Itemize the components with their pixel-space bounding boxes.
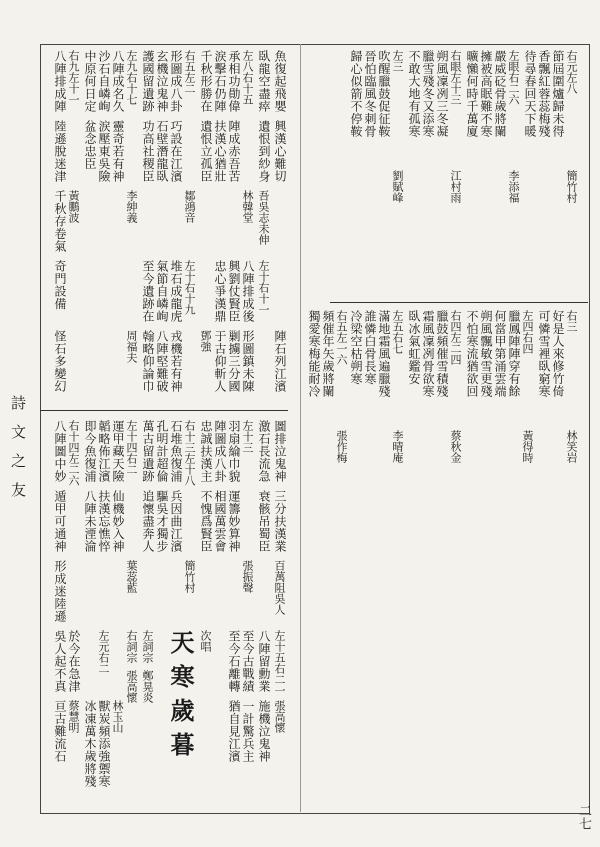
poem-line: 遺恨立孤臣 <box>199 120 213 183</box>
author-name: 張振聲 <box>241 560 254 593</box>
author-name: 蔡慧明 <box>67 700 80 733</box>
judge-name: 張高懷 <box>125 670 138 703</box>
author-name: 蔡秋金 <box>449 430 462 463</box>
rank-tag: 右十三左十八 <box>183 420 196 486</box>
poem-line: 八陣排成後 <box>241 260 255 323</box>
poem-line: 戎機若有神 <box>169 330 183 393</box>
poem-line: 八陣堅難破 <box>155 330 169 393</box>
author-name: 簡竹村 <box>565 170 578 203</box>
poem-line: 追懷盡奔人 <box>141 490 155 553</box>
author-name: 李晴庵 <box>391 430 404 463</box>
poem-line: 氣節自嶙峋 <box>155 260 169 323</box>
poem-line: 玄機泣鬼神 <box>155 50 169 113</box>
poem-line: 八陣留勳業 <box>257 630 271 693</box>
rank-tag: 左十右十九 <box>183 260 196 315</box>
poem-line: 翰略仰論巾 <box>141 330 155 393</box>
poem-line: 三分扶漢業 <box>273 490 287 553</box>
poem-line: 曠懶何時千萬廈 <box>465 50 479 138</box>
poem-line: 仙機妙入神 <box>111 490 125 553</box>
poem-line: 朔風凜冽三冬凝 <box>435 50 449 138</box>
poem-line: 臘鼓頻催雪積殘 <box>435 310 449 398</box>
poem-line: 八陣成名久 <box>111 50 125 113</box>
poem-line: 至今遺跡在 <box>141 260 155 323</box>
rank-tag: 右五左二 <box>183 50 196 94</box>
rank-tag: 左元右二 <box>97 630 110 674</box>
running-head: 詩文之友 <box>9 395 27 511</box>
author-name: 李添福 <box>507 170 520 203</box>
poem-line: 奇門設備 <box>53 260 67 310</box>
poem-line: 擁被高眠難不寒 <box>479 50 493 138</box>
poem-line: 扶漢忘憔悴 <box>97 490 111 553</box>
theme-title: 天寒歲暮 <box>166 630 195 766</box>
poem-line: 萬古留遺跡 <box>141 420 155 483</box>
rank-tag: 左十四右二 <box>125 420 138 475</box>
rank-tag: 左十五右二一 <box>273 630 286 696</box>
poem-line: 不敢大地有孤寒 <box>407 50 421 138</box>
author-name: 黃鵬波 <box>67 190 80 223</box>
poem-line: 孔明計超倫 <box>155 420 169 483</box>
judge-name: 鄭晃炎 <box>141 670 154 703</box>
poem-line: 忠心爭漢鼎 <box>213 260 227 323</box>
poem-line: 圖排泣鬼神 <box>273 420 287 483</box>
poem-line: 吳人起不真 <box>53 630 67 693</box>
poem-line: 運籌妙算神 <box>227 490 241 553</box>
poem-line: 沙石自嶙峋 <box>97 50 111 113</box>
poem-line: 冷梁空枯朔寒 <box>349 310 363 385</box>
rank-tag: 左八右十五 <box>241 50 254 105</box>
poem-line: 靈奇若有神 <box>111 120 125 183</box>
rank-tag: 左十三 <box>241 420 254 453</box>
poem-line: 陣石列江濱 <box>273 330 287 393</box>
poem-line: 可憐雪裡臥窮寒 <box>537 310 551 398</box>
poem-line: 施機泣鬼神 <box>257 700 271 763</box>
poem-line: 忠誠扶漢主 <box>199 420 213 483</box>
poem-line: 晉怕臨風冬刺骨 <box>363 50 377 138</box>
poem-line: 羽扇綸巾貌 <box>227 420 241 483</box>
poem-line: 承相功勛偉 <box>227 50 241 113</box>
poem-line: 千秋形勝在 <box>199 50 213 113</box>
poem-line: 石堆魚復浦 <box>169 420 183 483</box>
poem-line: 驅吳才獨步 <box>155 490 169 553</box>
poem-line: 歸心似箭不停鞍 <box>349 50 363 138</box>
poem-line: 八陣未湮淪 <box>83 490 97 553</box>
author-name: 黃得時 <box>521 430 534 463</box>
poem-line: 巧設在江濱 <box>169 120 183 183</box>
poem-line: 怪石多變幻 <box>53 330 67 393</box>
author-name: 林韓堂 <box>241 190 254 223</box>
rank-tag: 右四左二四 <box>449 310 462 365</box>
poem-line: 涙擊石仍陣 <box>213 50 227 113</box>
poem-line: 節屆圍爐歸未得 <box>551 50 565 138</box>
author-name: 林笑岩 <box>565 430 578 463</box>
page-number: 二七 <box>576 804 591 830</box>
poem-line: 猶自見江濱 <box>227 700 241 763</box>
poem-line: 石壁潛龍臥 <box>155 120 169 183</box>
author-name: 吾吳志未伸 <box>257 190 270 245</box>
poem-line: 臥冰氣虹鑑安 <box>407 310 421 385</box>
poem-line: 興漢心難切 <box>273 120 287 183</box>
poem-line: 何當甲第涌雲端 <box>493 310 507 398</box>
author-name: 李紳義 <box>125 190 138 223</box>
poem-line: 衰骸吊蜀臣 <box>257 490 271 553</box>
poem-line: 臥龍空盡瘁 <box>257 50 271 113</box>
poem-line: 待尋春回天下暖 <box>523 50 537 138</box>
poem-line: 運甲藏天險 <box>111 420 125 483</box>
rule-label: 次唱 <box>199 630 212 652</box>
poem-line: 獨愛寒梅能耐冷 <box>307 310 321 398</box>
poem-line: 陣圖成八卦 <box>213 420 227 483</box>
poem-line: 兵因曲江濱 <box>169 490 183 553</box>
poem-line: 相國萬雲會 <box>213 490 227 553</box>
poem-line: 形圖鎮未陳 <box>241 330 255 393</box>
poem-line: 激石長流急 <box>257 420 271 483</box>
author-name: 百萬阻吳人 <box>273 560 286 615</box>
rank-tag: 右五左一六 <box>335 310 348 365</box>
poem-line: 涙壓東吳險 <box>97 120 111 183</box>
poem-line: 興劉仗賢臣 <box>227 260 241 323</box>
vertical-rule <box>300 44 301 812</box>
rank-tag: 左四右四 <box>521 310 534 354</box>
poem-line: 千秋存卷氣 <box>53 190 67 253</box>
poem-line: 堆石成龍虎 <box>169 260 183 323</box>
author-name: 張作梅 <box>335 430 348 463</box>
poem-line: 盆念忠臣 <box>83 120 97 170</box>
rank-tag: 左十右十一 <box>257 260 270 315</box>
poem-line: 好是人來修竹倚 <box>551 310 565 398</box>
poem-line: 遺恨到紗身 <box>257 120 271 183</box>
poem-line: 霜風凜冽骨欲寒 <box>421 310 435 398</box>
rank-tag: 左九右十七 <box>125 50 138 105</box>
poem-line: 功高社稷臣 <box>141 120 155 183</box>
poem-line: 陣成赤吾苦 <box>227 120 241 183</box>
poem-line: 八陣排成陣 <box>53 50 67 113</box>
poem-line: 形圖成八卦 <box>169 50 183 113</box>
rank-tag: 左五右七 <box>391 310 404 354</box>
rank-tag: 右十四左二六 <box>67 420 80 486</box>
poem-line: 至今石離轉 <box>227 630 241 693</box>
author-name: 張高懷 <box>273 700 286 733</box>
poem-line: 朔風飄敏雪更殘 <box>479 310 493 398</box>
rank-tag: 右三 <box>565 310 578 332</box>
judge-role: 左詞宗 <box>141 630 154 663</box>
rank-tag: 右眼左十三 <box>449 50 462 105</box>
poem-line: 臘鳳陣陣穿有餘 <box>507 310 521 398</box>
poem-line: 一計驚兵主 <box>241 700 255 763</box>
poem-line: 遁甲可通神 <box>53 490 67 553</box>
poem-line: 滿地霜風遍臘殘 <box>377 310 391 398</box>
author-name: 劉賦峰 <box>391 170 404 203</box>
row-divider-left <box>40 410 288 411</box>
rank-tag: 左眼右二六 <box>507 50 520 105</box>
poem-line: 于古仰斬人 <box>213 330 227 393</box>
poem-line: 香飄紅蓉蕊梅殘 <box>537 50 551 138</box>
author-name: 鄧強 <box>199 330 212 352</box>
poem-line: 不怕寒流猶欲回 <box>465 310 479 398</box>
rank-tag: 右元左八 <box>565 50 578 94</box>
poem-line: 冰凍萬木歲將殘 <box>83 700 97 788</box>
rank-tag: 右九左十一 <box>67 50 80 105</box>
poem-line: 扶漢心猶壯 <box>213 120 227 183</box>
author-name: 林玉山 <box>111 700 124 733</box>
poem-line: 韜略佈江濱 <box>97 420 111 483</box>
poem-line: 陸遜脫迷津 <box>53 120 67 183</box>
author-name: 簡竹村 <box>183 560 196 593</box>
poem-line: 於今在急津 <box>67 630 81 693</box>
poem-line: 形成迷陸遜 <box>53 560 67 623</box>
poem-line: 剿擄三分國 <box>227 330 241 393</box>
poem-line: 誰憐白骨長寒 <box>363 310 377 385</box>
author-name: 葉蕊藍 <box>125 560 138 593</box>
poem-line: 中原何日定 <box>83 50 97 113</box>
row-divider <box>330 302 588 303</box>
poem-line: 亘古難流石 <box>53 700 67 763</box>
poem-line: 嚴威砭骨歲將闌 <box>493 50 507 138</box>
poem-line: 吹醒臘鼓促征鞍 <box>377 50 391 138</box>
poem-line: 八陣圖中妙 <box>53 420 67 483</box>
poem-line: 頻催年矢歲將闌 <box>321 310 335 398</box>
poem-line: 護國留遺跡 <box>141 50 155 113</box>
poem-line: 魚復起飛嬰 <box>273 50 287 113</box>
poem-line: 不愧爲賢臣 <box>199 490 213 553</box>
author-name: 江村雨 <box>449 170 462 203</box>
poem-line: 至今古戰績 <box>241 630 255 693</box>
poem-line: 獸炭頻添強禦寒 <box>97 700 111 788</box>
author-name: 周福夫 <box>125 330 138 363</box>
rank-tag: 左三 <box>391 50 404 72</box>
author-name: 鄒鴻音 <box>183 190 196 223</box>
poem-line: 即今魚復浦 <box>83 420 97 483</box>
judge-role: 右詞宗 <box>125 630 138 663</box>
poem-line: 臘雪殘冬又添寒 <box>421 50 435 138</box>
